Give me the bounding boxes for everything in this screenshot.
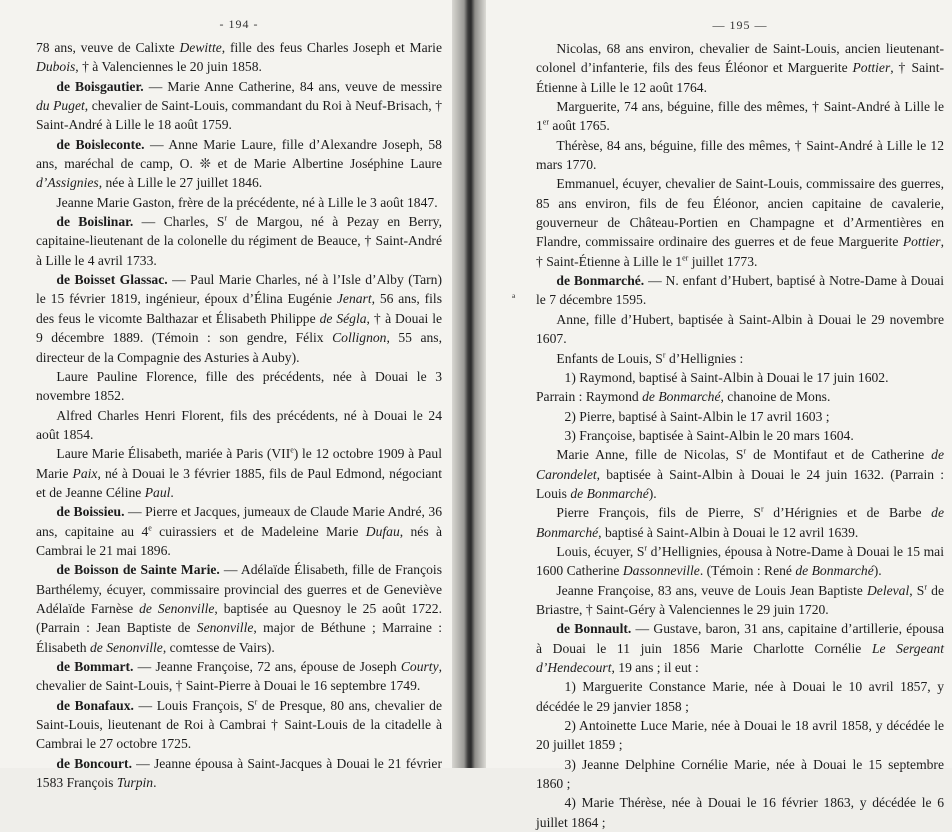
book-gutter (452, 0, 486, 768)
entry-bonmarche: de Bonmarché. — N. enfant d’Hubert, baptisé à Notre-Dame à Douai le 7 décembre 1595. (536, 273, 944, 308)
entry-paragraph: Laure Pauline Florence, fille des précédents, née à Douai le 3 novembre 1852. (36, 368, 442, 404)
entry-boislinar: de Boislinar. — Charles, $S^r$ de Margou, né à Pezay en Berry, capitaine-lieutenant de la colonelle du régiment de Beauce, † Saint-André à Lille le 4 avril 1733. (36, 213, 442, 268)
family-name: de Bonnault. (556, 621, 632, 637)
entry-paragraph: Jeanne Françoise, 83 ans, veuve de Louis Jean Baptiste Deleval, $S^r$ de Briastre, † Saint-Géry à Valenciennes le 29 juin 1720. (536, 582, 945, 617)
family-name: de Boissieu. (56, 504, 125, 520)
family-name: de Boisgautier. (56, 78, 144, 94)
family-name: de Bonmarché. (556, 273, 645, 289)
margin-mark: ª (512, 292, 516, 306)
entry-paragraph: 2) Antoinette Luce Marie, née à Douai le 18 avril 1858, y décédée le 20 juillet 1859 ; (536, 718, 944, 753)
family-name: de Boncourt. (56, 755, 132, 771)
entry-boisgautier: de Boisgautier. — Marie Anne Catherine, 84 ans, veuve de messire du Puget, chevalier de Saint-Louis, commandant du Roi à Neuf-Brisach, † Saint-André à Lille le 18 août 1759. (36, 78, 442, 133)
entry-paragraph: Jeanne Marie Gaston, frère de la précédente, né à Lille le 3 août 1847. (56, 194, 438, 210)
entry-paragraph: Nicolas, 68 ans environ, chevalier de Saint-Louis, ancien lieutenant-colonel d’infanterie, fils des feus Éléonor et Marguerite Pottier, † Saint-Étienne à Lille le 12 août 1764. (536, 41, 944, 95)
family-name: de Boisset Glassac. (56, 272, 168, 288)
entry-paragraph: 2) Pierre, baptisé à Saint-Albin le 17 avril 1603 ; (564, 408, 830, 424)
entry-paragraph: Marie Anne, fille de Nicolas, $S^r$ de Montifaut et de Catherine de Carondelet, baptisée à Saint-Albin à Douai le 24 juin 1632. (Parrain : Louis de Bonmarché). (536, 446, 945, 501)
family-name: de Bonafaux. (56, 697, 134, 713)
entry-paragraph: Marguerite, 74 ans, béguine, fille des mêmes, † Saint-André à Lille le 1er août 1765. (536, 99, 944, 134)
left-page-text (36, 38, 442, 792)
entry-paragraph: Pierre François, fils de Pierre, $S^r$ d’Hérignies et de Barbe de Bonmarché, baptisé à Saint-Albin à Douai le 12 avril 1639. (536, 504, 945, 540)
entry-paragraph: 3) Jeanne Delphine Cornélie Marie, née à Douai le 15 septembre 1860 ; (536, 756, 944, 792)
right-page (486, 0, 952, 830)
entry-bommart: de Bommart. — Jeanne Françoise, 72 ans, épouse de Joseph Courty, chevalier de Saint-Louis, † Saint-Pierre à Douai le 16 septembre 1749. (36, 659, 443, 694)
entry-boncourt: de Boncourt. — Jeanne épousa à Saint-Jacques à Douai le 21 février 1583 François Turpin. (36, 755, 442, 791)
entry-paragraph: 4) Marie Thérèse, née à Douai le 16 février 1863, y décédée le 6 juillet 1864 ; (536, 795, 944, 830)
family-name: de Bommart. (56, 659, 134, 674)
entry-bonafaux: de Bonafaux. — Louis François, $S^r$ de Presque, 80 ans, chevalier de Saint-Louis, lieutenant de Roi à Cambrai † Saint-Louis de la citadelle à Cambrai le 27 octobre 1725. (36, 697, 442, 752)
entry-paragraph: Alfred Charles Henri Florent, fils des précédents, né à Douai le 24 août 1854. (36, 407, 442, 442)
entry-paragraph: 3) Françoise, baptisée à Saint-Albin le 20 mars 1604. (564, 427, 854, 443)
entry-paragraph: 1) Marguerite Constance Marie, née à Douai le 10 avril 1857, y décédée le 29 janvier 1858 ; (536, 679, 944, 714)
family-name: de Boisson de Sainte Marie. (56, 562, 220, 578)
entry-paragraph: Emmanuel, écuyer, chevalier de Saint-Louis, commissaire des guerres, 85 ans environ, fils de feu Éléonor, ancien capitaine de cavalerie, gouverneur de Château-Portien en Champagne et d’Armentières en Flandre, commissaire ordinaire des guerres et de feue Marguerite Pottier, † Saint-Étienne à Lille le 1er juillet 1773. (536, 176, 944, 269)
entry-boissieu: de Boissieu. — Pierre et Jacques, jumeaux de Claude Marie André, 36 ans, capitaine au 4e cuirassiers et de Madeleine Marie Dufau, nés à Cambrai le 21 mai 1896. (36, 504, 443, 558)
family-name: de Boisleconte. (56, 136, 145, 152)
entry-boisleconte: de Boisleconte. — Anne Marie Laure, fille d’Alexandre Joseph, 58 ans, maréchal de camp, O. ❊ et de Marie Albertine Joséphine Laure d’Assignies, née à Lille le 27 juillet 1846. (36, 136, 442, 191)
entry-paragraph: Parrain : Raymond de Bonmarché, chanoine de Mons. (536, 389, 831, 405)
left-page (0, 0, 452, 791)
entry-paragraph: Louis, écuyer, $S^r$ d’Hellignies, épousa à Notre-Dame à Douai le 15 mai 1600 Catherine Dassonneville. (Témoin : René de Bonmarché). (536, 543, 944, 579)
entry-paragraph: Anne, fille d’Hubert, baptisée à Saint-Albin à Douai le 29 novembre 1607. (536, 311, 944, 347)
entry-paragraph: Thérèse, 84 ans, béguine, fille des mêmes, † Saint-André à Lille le 12 mars 1770. (536, 137, 944, 173)
right-page-number: — 195 — (712, 18, 768, 32)
entry-paragraph: Laure Marie Élisabeth, mariée à Paris (VIIe) le 12 octobre 1909 à Paul Marie Paix, né à Douai le 3 février 1885, fils de Paul Edmond, négociant et de Jeanne Céline Paul. (36, 445, 442, 500)
entry-paragraph: 78 ans, veuve de Calixte Dewitte, fille des feus Charles Joseph et Marie Dubois, † à Valenciennes le 20 juin 1858. (36, 40, 442, 75)
entry-boisson-de-sainte-marie: de Boisson de Sainte Marie. — Adélaïde Élisabeth, fille de François Barthélemy, écuyer, commissaire provincial des guerres et de Geneviève Adélaïde Farnèse de Senonville, baptisée au Quesnoy le 25 août 1722. (Parrain : Jean Baptiste de Senonville, major de Béthune ; Marraine : Élisabeth de Senonville, comtesse de Vairs). (36, 562, 443, 655)
entry-boisset-glassac: de Boisset Glassac. — Paul Marie Charles, né à l’Isle d’Alby (Tarn) le 15 février 1819, ingénieur, époux d’Élina Eugénie Jenart, 56 ans, fils des feus le vicomte Balthazar et Élisabeth Philippe de Ségla, † à Douai le 9 décembre 1889. (Témoin : son gendre, Félix Collignon, 55 ans, directeur de la Compagnie des Asturies à Auby). (36, 272, 443, 365)
right-page-text (536, 39, 944, 832)
entry-bonnault: de Bonnault. — Gustave, baron, 31 ans, capitaine d’artillerie, épousa à Douai le 11 juin 1856 Marie Charlotte Cornélie Le Sergeant d’Hendecourt, 19 ans ; il eut : (536, 621, 944, 675)
entry-paragraph: 1) Raymond, baptisé à Saint-Albin à Douai le 17 juin 1602. (564, 369, 889, 385)
family-name: de Boislinar. (56, 214, 134, 230)
left-page-number: - 194 - (219, 17, 259, 31)
entry-paragraph: Enfants de Louis, $S^r$ d’Hellignies : (556, 349, 744, 366)
